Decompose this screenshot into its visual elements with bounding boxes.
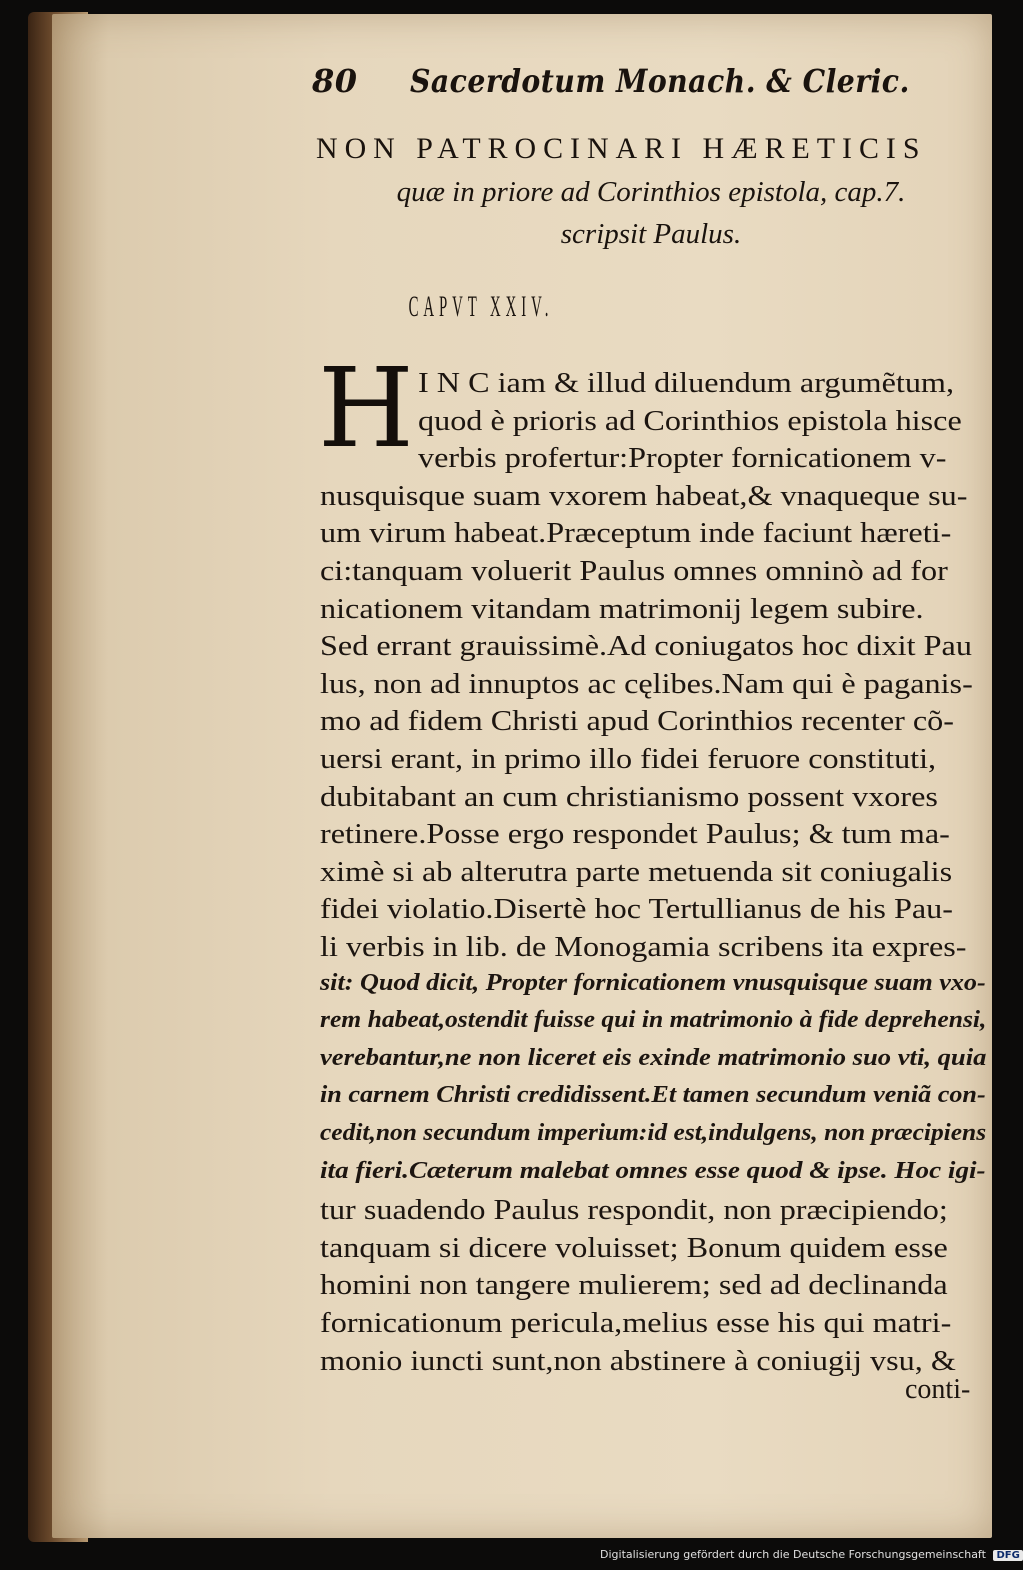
footer-credit: Digitalisierung gefördert durch die Deutsche Forschungsgemeinschaft bbox=[600, 1548, 986, 1561]
catchword: conti- bbox=[905, 1374, 971, 1405]
body-line: cedit,non secundum imperium:id est,indulgens, non præcipiens bbox=[320, 1120, 987, 1146]
running-head bbox=[312, 62, 912, 108]
chapter-subtitle-line-1: quæ in priore ad Corinthios epistola, cap.7. bbox=[396, 176, 906, 208]
page-number: 80 bbox=[312, 62, 358, 100]
drop-capital: H bbox=[318, 344, 414, 472]
running-head-title: Sacerdotum Monach. & Cleric. bbox=[410, 62, 910, 100]
body-line: nicationem vitandam matrimonij legem subire. bbox=[320, 593, 924, 625]
body-line: ximè si ab alterutra parte metuenda sit coniugalis bbox=[320, 856, 953, 888]
body-line: verebantur,ne non liceret eis exinde matrimonio suo vti, quia bbox=[320, 1044, 987, 1071]
body-line: Sed errant grauissimè.Ad coniugatos hoc dixit Pau bbox=[320, 631, 972, 663]
body-line: ci:tanquam voluerit Paulus omnes omninò ad for bbox=[320, 556, 948, 587]
body-line: nusquisque suam vxorem habeat,& vnaqueque su- bbox=[320, 480, 968, 512]
body-line: lus, non ad innuptos ac cęlibes.Nam qui è paganis- bbox=[320, 668, 973, 700]
body-line: li verbis in lib. de Monogamia scribens ita expres- bbox=[320, 932, 967, 963]
body-line: ita fieri.Cæterum malebat omnes esse quod & ipse. Hoc igi- bbox=[320, 1157, 986, 1184]
body-line: retinere.Posse ergo respondet Paulus; & tum ma- bbox=[320, 819, 950, 851]
body-line: in carnem Christi credidissent.Et tamen secundum veniã con- bbox=[320, 1082, 986, 1109]
body-line: tanquam si dicere voluisset; Bonum quidem esse bbox=[320, 1232, 948, 1264]
chapter-title: NON PATROCINARI HÆRETICIS bbox=[316, 132, 927, 165]
body-line: fornicationum pericula,melius esse his qui matri- bbox=[320, 1308, 952, 1339]
body-line: rem habeat,ostendit fuisse qui in matrimonio à fide deprehensi, bbox=[320, 1007, 987, 1034]
chapter-subtitle-line-2: scripsit Paulus. bbox=[560, 218, 742, 250]
body-line: uersi erant, in primo illo fidei feruore constituti, bbox=[320, 744, 937, 775]
body-line: dubitabant an cum christianismo possent vxores bbox=[320, 781, 938, 813]
body-line: tur suadendo Paulus respondit, non præcipiendo; bbox=[320, 1195, 948, 1227]
body-line: fidei violatio.Disertè hoc Tertullianus de his Pau- bbox=[320, 894, 953, 926]
dfg-logo-icon: DFG bbox=[993, 1550, 1022, 1561]
body-line: homini non tangere mulierem; sed ad declinanda bbox=[320, 1270, 948, 1302]
body-line: quod è prioris ad Corinthios epistola hisce bbox=[418, 405, 962, 437]
caput-heading: CAPVT XXIV. bbox=[408, 290, 554, 323]
digitization-footer bbox=[600, 1548, 1020, 1566]
body-line: um virum habeat.Præceptum inde faciunt hæreti- bbox=[320, 518, 952, 550]
body-line: sit: Quod dicit, Propter fornicationem vnusquisque suam vxo- bbox=[320, 969, 986, 996]
body-line: mo ad fidem Christi apud Corinthios recenter cõ- bbox=[320, 706, 955, 738]
body-line: monio iuncti sunt,non abstinere à coniugij vsu, & bbox=[320, 1345, 956, 1377]
body-line: I N C iam & illud diluendum argumẽtum, bbox=[418, 368, 955, 399]
body-line: verbis profertur:Propter fornicationem v- bbox=[418, 443, 947, 475]
